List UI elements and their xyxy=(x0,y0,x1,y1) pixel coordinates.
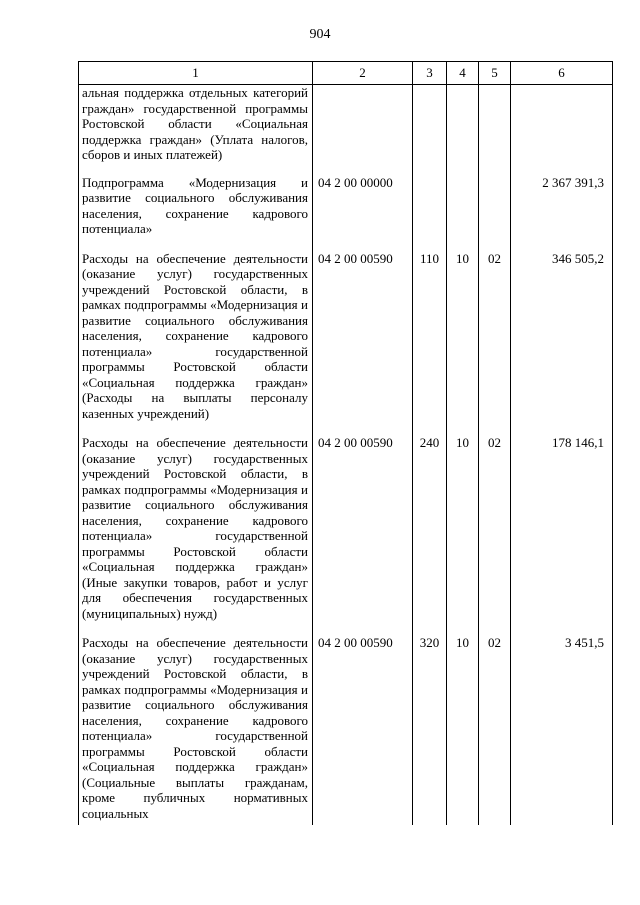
row-vr: 110 xyxy=(413,251,447,436)
row-csr: 04 2 00 00590 xyxy=(313,435,413,635)
row-name: Расходы на обеспечение деятельности (оказание услуг) государственных учреждений Ростовской области, в рамках подпрограммы «Модернизация и развитие социального обслуживания населения, сохранение кадрового потенциала» государственной программы Ростовской области «Социальная поддержка граждан» (Расходы на выплаты персоналу казенных учреждений) xyxy=(79,251,313,436)
page-number: 904 xyxy=(309,27,331,42)
header-col-1: 1 xyxy=(79,62,313,85)
row-rz: 10 xyxy=(447,635,479,825)
row-pr: 02 xyxy=(479,251,511,436)
row-sum: 2 367 391,3 xyxy=(511,175,613,251)
row-csr: 04 2 00 00590 xyxy=(313,251,413,436)
row-pr: 02 xyxy=(479,635,511,825)
row-name: Расходы на обеспечение деятельности (оказание услуг) государственных учреждений Ростовской области, в рамках подпрограммы «Модернизация и развитие социального обслуживания населения, сохранение кадрового потенциала» государственной программы Ростовской области «Социальная поддержка граждан» (Социальные выплаты гражданам, кроме публичных нормативных социальных xyxy=(79,635,313,825)
header-col-2: 2 xyxy=(313,62,413,85)
row-rz xyxy=(447,175,479,251)
row-sum: 3 451,5 xyxy=(511,635,613,825)
header-col-5: 5 xyxy=(479,62,511,85)
row-pr xyxy=(479,175,511,251)
table-row xyxy=(79,175,613,251)
row-name: Расходы на обеспечение деятельности (оказание услуг) государственных учреждений Ростовской области, в рамках подпрограммы «Модернизация и развитие социального обслуживания населения, сохранение кадрового потенциала» государственной программы Ростовской области «Социальная поддержка граждан» (Иные закупки товаров, работ и услуг для обеспечения государственных (муниципальных) нужд) xyxy=(79,435,313,635)
row-csr: 04 2 00 00590 xyxy=(313,635,413,825)
row-sum: 346 505,2 xyxy=(511,251,613,436)
table-row xyxy=(79,85,613,175)
table-row xyxy=(79,635,613,825)
row-vr xyxy=(413,175,447,251)
table-row xyxy=(79,251,613,436)
row-rz: 10 xyxy=(447,435,479,635)
row-rz xyxy=(447,85,479,175)
header-col-3: 3 xyxy=(413,62,447,85)
row-pr xyxy=(479,85,511,175)
row-csr xyxy=(313,85,413,175)
row-sum xyxy=(511,85,613,175)
row-sum: 178 146,1 xyxy=(511,435,613,635)
row-vr: 240 xyxy=(413,435,447,635)
header-col-4: 4 xyxy=(447,62,479,85)
header-row xyxy=(79,62,613,85)
row-vr: 320 xyxy=(413,635,447,825)
header-col-6: 6 xyxy=(511,62,613,85)
budget-table xyxy=(78,61,613,825)
row-rz: 10 xyxy=(447,251,479,436)
row-pr: 02 xyxy=(479,435,511,635)
row-name: Подпрограмма «Модернизация и развитие социального обслуживания населения, сохранение кадрового потенциала» xyxy=(79,175,313,251)
row-vr xyxy=(413,85,447,175)
row-csr: 04 2 00 00000 xyxy=(313,175,413,251)
row-name: альная поддержка отдельных категорий граждан» государственной программы Ростовской области «Социальная поддержка граждан» (Уплата налогов, сборов и иных платежей) xyxy=(79,85,313,175)
table-row xyxy=(79,435,613,635)
